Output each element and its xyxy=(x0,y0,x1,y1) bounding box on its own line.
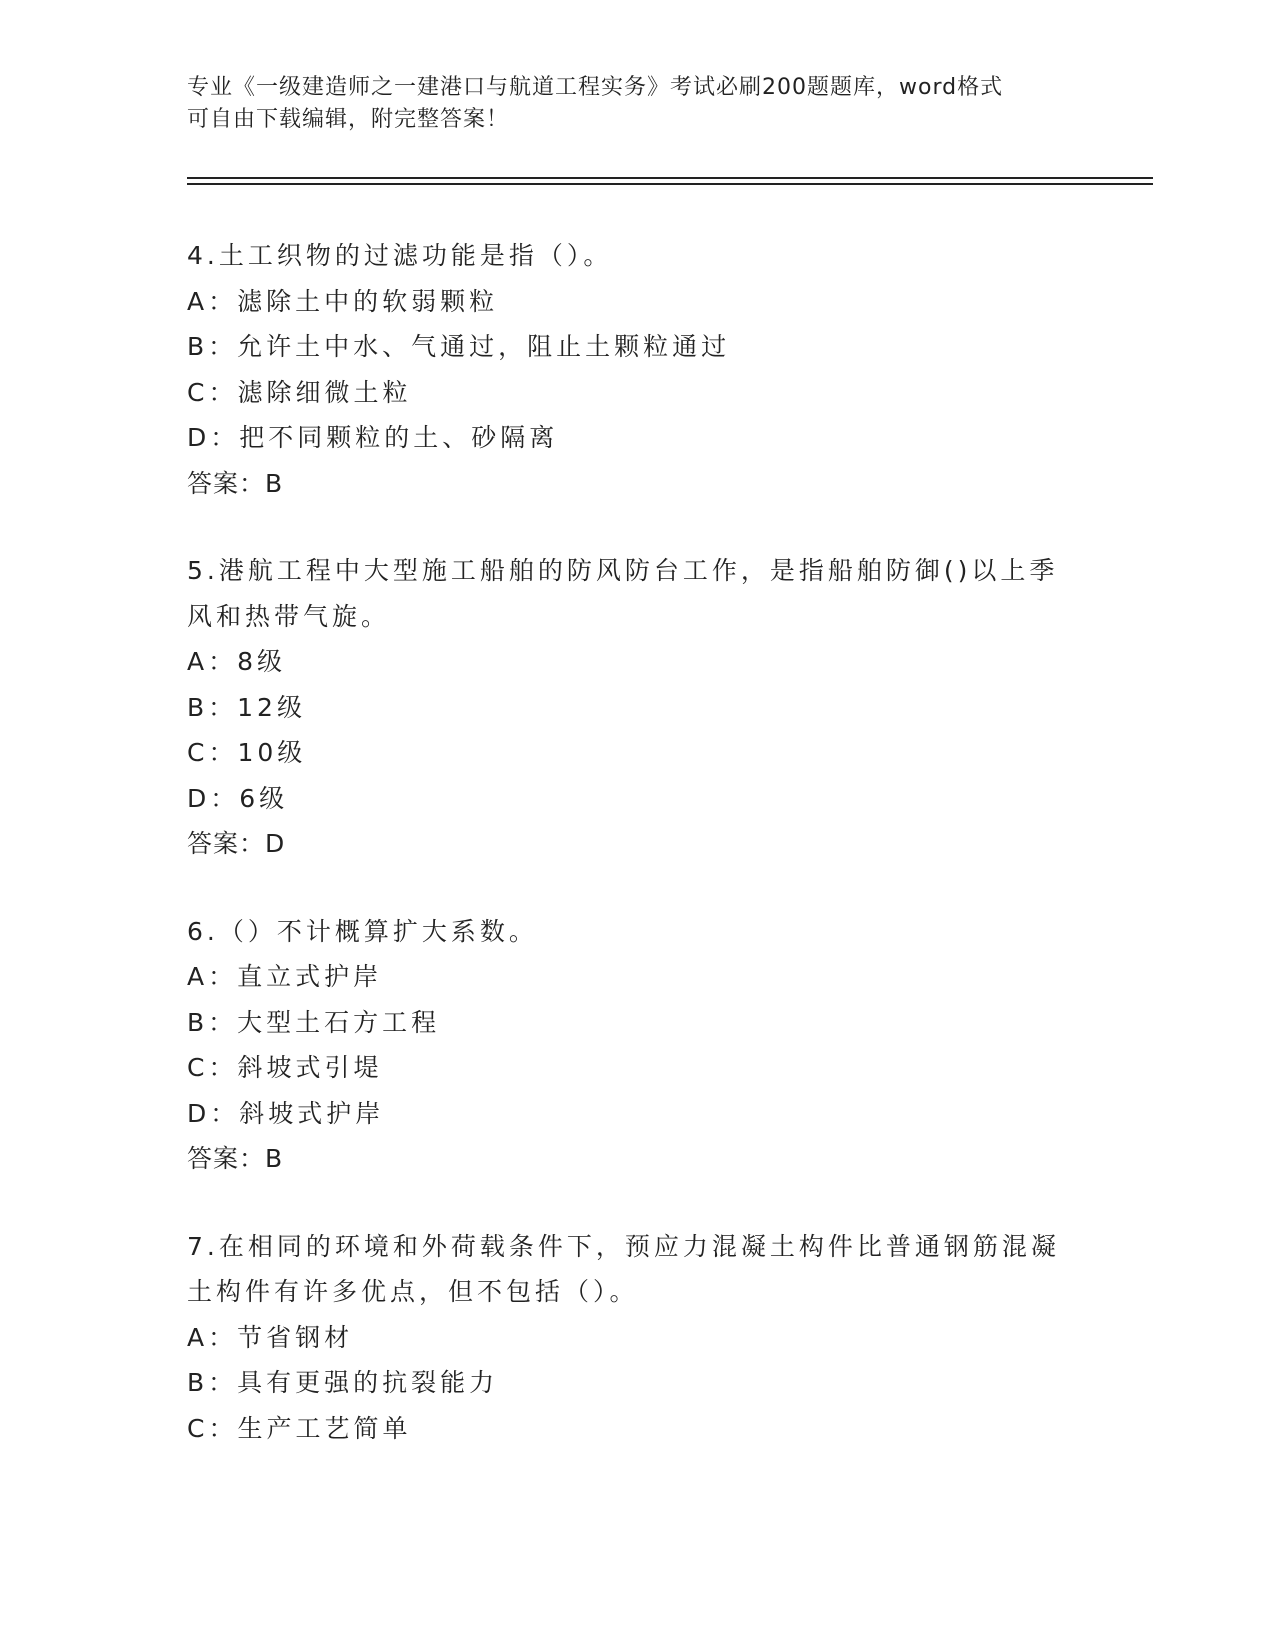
question-text: 7.在相同的环境和外荷载条件下，预应力混凝土构件比普通钢筋混凝 xyxy=(187,1231,1060,1261)
option-c: C：斜坡式引堤 xyxy=(187,1053,383,1082)
question-4 xyxy=(187,233,1067,506)
document-header xyxy=(187,72,1067,136)
header-divider-top xyxy=(187,177,1153,179)
option-d: D：斜坡式护岸 xyxy=(187,1098,385,1128)
question-text: 4.土工织物的过滤功能是指（）。 xyxy=(187,241,613,270)
answer: 答案：D xyxy=(187,829,286,858)
question-7 xyxy=(187,1224,1067,1452)
question-6 xyxy=(187,909,1067,1182)
option-a: A：节省钢材 xyxy=(187,1322,354,1352)
option-c: C：10级 xyxy=(187,738,307,767)
option-b: B：大型土石方工程 xyxy=(187,1007,441,1037)
option-d: D：6级 xyxy=(187,783,289,813)
question-text: 5.港航工程中大型施工船舶的防风防台工作，是指船舶防御()以上季 xyxy=(187,556,1059,585)
question-list xyxy=(187,233,1067,1493)
question-5 xyxy=(187,548,1067,867)
question-text-continued: 土构件有许多优点，但不包括（）。 xyxy=(187,1277,639,1306)
option-a: A：8级 xyxy=(187,647,287,676)
option-b: B：具有更强的抗裂能力 xyxy=(187,1368,499,1397)
answer: 答案：B xyxy=(187,468,284,498)
question-text-continued: 风和热带气旋。 xyxy=(187,601,391,631)
header-divider-bottom xyxy=(187,183,1153,185)
option-c: C：生产工艺简单 xyxy=(187,1413,412,1443)
option-c: C：滤除细微土粒 xyxy=(187,377,412,407)
option-d: D：把不同颗粒的土、砂隔离 xyxy=(187,423,559,452)
option-a: A：直立式护岸 xyxy=(187,962,383,991)
header-line-2: 可自由下载编辑，附完整答案！ xyxy=(187,107,510,132)
option-b: B：允许土中水、气通过，阻止土颗粒通过 xyxy=(187,332,731,361)
answer: 答案：B xyxy=(187,1144,284,1173)
header-line-1: 专业《一级建造师之一建港口与航道工程实务》考试必刷200题题库，word格式 xyxy=(187,75,1004,100)
option-a: A：滤除土中的软弱颗粒 xyxy=(187,286,499,316)
question-text: 6.（）不计概算扩大系数。 xyxy=(187,916,538,946)
option-b: B：12级 xyxy=(187,692,306,722)
